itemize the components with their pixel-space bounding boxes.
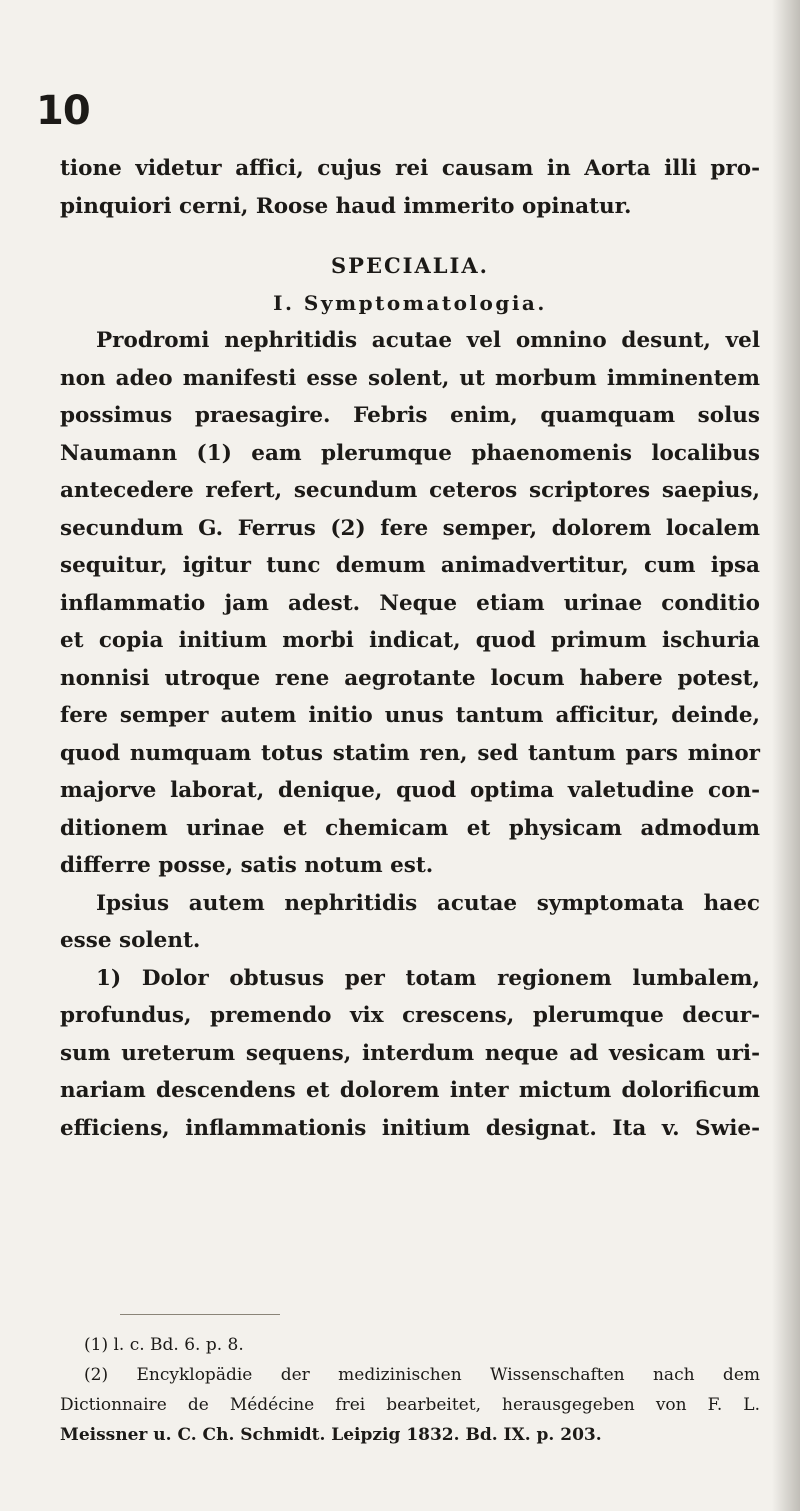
- text-line: sequitur, igitur tunc demum animadvertitur, cum ipsa: [60, 553, 760, 578]
- page-edge-shadow: [772, 0, 800, 1511]
- body-text: [60, 150, 760, 1147]
- text-line: fere semper autem initio unus tantum afficitur, deinde,: [60, 703, 760, 728]
- text-line: pinquiori cerni, Roose haud immerito opinatur.: [60, 193, 632, 219]
- text-line: secundum G. Ferrus (2) fere semper, dolorem localem: [60, 515, 760, 541]
- section-heading: SPECIALIA.: [331, 253, 489, 278]
- text-line: et copia initium morbi indicat, quod primum ischuria: [60, 628, 760, 653]
- footnote-1: (1) l. c. Bd. 6. p. 8.: [84, 1335, 244, 1355]
- footnote-2-line: Dictionnaire de Médécine frei bearbeitet, herausgegeben von F. L.: [60, 1395, 760, 1415]
- text-line: ditionem urinae et chemicam et physicam admodum: [60, 815, 760, 841]
- footnotes: [60, 1330, 760, 1450]
- text-line: nariam descendens et dolorem inter mictum dolorificum: [60, 1078, 760, 1103]
- text-line: non adeo manifesti esse solent, ut morbum imminentem: [60, 365, 760, 391]
- text-line: sum ureterum sequens, interdum neque ad vesicam uri-: [60, 1040, 760, 1066]
- text-line: efficiens, inflammationis initium designat. Ita v. Swie-: [60, 1115, 760, 1141]
- text-line: esse solent.: [60, 928, 201, 953]
- paragraph-prodromi: [60, 322, 760, 885]
- paragraph-intro: [60, 150, 760, 225]
- text-line: profundus, premendo vix crescens, plerumque decur-: [60, 1003, 760, 1028]
- text-line: inflammatio jam adest. Neque etiam urinae conditio: [60, 590, 760, 616]
- text-line: tione videtur affici, cujus rei causam in Aorta illi pro-: [60, 156, 760, 181]
- text-line: majorve laborat, denique, quod optima valetudine con-: [60, 778, 760, 803]
- footnote-2-line: Meissner u. C. Ch. Schmidt. Leipzig 1832. Bd. IX. p. 203.: [60, 1425, 602, 1445]
- text-line: antecedere refert, secundum ceteros scriptores saepius,: [60, 478, 760, 503]
- paragraph-dolor: [60, 960, 760, 1148]
- page-number: 10: [36, 88, 90, 134]
- text-line: differre posse, satis notum est.: [60, 853, 434, 878]
- text-line: nonnisi utroque rene aegrotante locum habere potest,: [60, 665, 760, 691]
- footnote-divider: [120, 1314, 280, 1315]
- text-line: quod numquam totus statim ren, sed tantum pars minor: [60, 740, 760, 766]
- section-subheading: I. Symptomatologia.: [273, 290, 547, 315]
- text-line: possimus praesagire. Febris enim, quamquam solus: [60, 403, 760, 428]
- text-line: 1) Dolor obtusus per totam regionem lumbalem,: [96, 965, 760, 991]
- paragraph-ipsius: [60, 885, 760, 960]
- text-line: Ipsius autem nephritidis acutae symptomata haec: [96, 890, 760, 916]
- footnote-2-line: (2) Encyklopädie der medizinischen Wissenschaften nach dem: [84, 1365, 760, 1385]
- text-line: Naumann (1) eam plerumque phaenomenis localibus: [60, 440, 760, 466]
- text-line: Prodromi nephritidis acutae vel omnino desunt, vel: [96, 328, 760, 353]
